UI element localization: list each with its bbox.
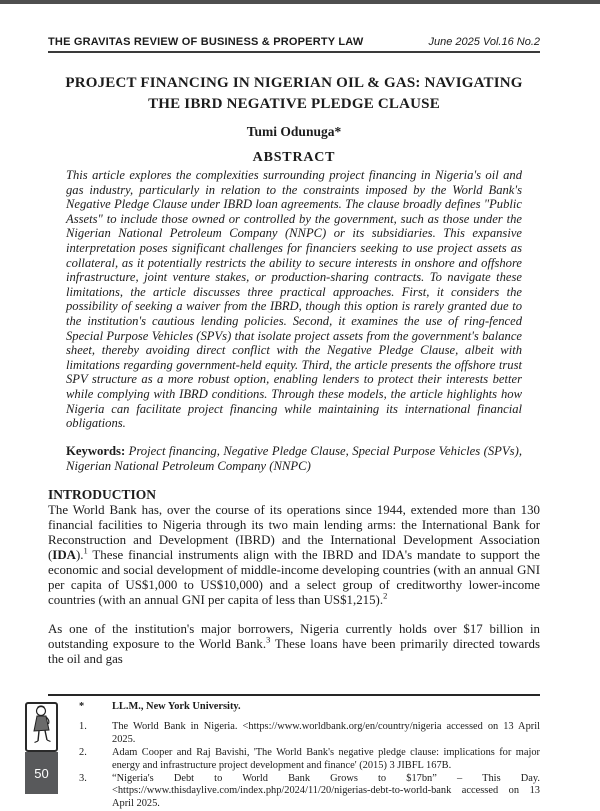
- introduction-heading: INTRODUCTION: [48, 486, 157, 502]
- page-number: 50: [34, 765, 49, 781]
- intro-p1-ida-bold: IDA: [52, 547, 76, 562]
- journal-title: THE GRAVITAS REVIEW OF BUSINESS & PROPERTY LAW: [48, 36, 364, 48]
- publisher-logo: [25, 702, 58, 752]
- footnote-author: [48, 701, 540, 713]
- intro-p1-text-b: ).: [75, 547, 84, 562]
- footnote-1-marker: 1.: [79, 721, 87, 733]
- intro-p1-text-a: The World Bank has, over the course of its operations since 1944, extended more than 130 financial facilities to Nigeria through its two main lending arms: the International Bank for Reconstruction and Development (IBRD) and the International Development Association (: [48, 502, 540, 562]
- introduction-paragraph-2: [48, 622, 540, 667]
- keywords-label: Keywords:: [66, 443, 126, 458]
- footnote-3-text: “Nigeria's Debt to World Bank Grows to $17bn” – This Day. <https://www.thisdaylive.com/index.php/2024/11/20/nigerias-debt-to-world-bank accessed on 13 April 2025.: [112, 773, 540, 809]
- intro-p2-text-a: As one of the institution's major borrowers, Nigeria currently holds over $17 billion in outstanding exposure to the World Bank.: [48, 621, 540, 651]
- footnote-item-3: [48, 773, 540, 810]
- person-figure-icon: [30, 704, 54, 750]
- footnote-author-text: LL.M., New York University.: [112, 701, 241, 712]
- footnote-3-marker: 3.: [79, 773, 87, 785]
- footnote-1-text: The World Bank in Nigeria. <https://www.worldbank.org/en/country/nigeria accessed on 13 April 2025.: [112, 721, 540, 745]
- footnotes-section: [48, 694, 540, 811]
- abstract-heading: ABSTRACT: [252, 150, 336, 165]
- introduction-paragraph-1: [48, 503, 540, 608]
- intro-p1-text-c: These financial instruments align with the IBRD and IDA's mandate to support the economic and social development of middle-income developing countries (with an annual GNI per capita of US$1,000 to US$10,000) and a select group of creditworthy lower-income countries (with an annual GNI per capita of less than US$1,215).: [48, 547, 540, 607]
- footnote-ref-3: 3: [266, 634, 271, 645]
- footnote-item-1: [48, 721, 540, 746]
- journal-header: [48, 36, 540, 53]
- footnote-author-marker: *: [79, 701, 85, 712]
- article-author: Tumi Odunuga*: [246, 124, 342, 139]
- footnote-ref-2: 2: [383, 590, 388, 601]
- abstract-text: This article explores the complexities surrounding project financing in Nigeria's oil and gas industry, particularly in relation to the constraints imposed by the World Bank's Negative Pledge Clause under IBRD loan agreements. The clause broadly defines "Public Assets" to include those owned or controlled by the government, such as those under the Nigerian National Petroleum Company (NNPC) or its subsidiaries. This expansive interpretation poses significant challenges for financiers seeking to use project assets as collateral, as it potentially restricts the ability to secure interests in onshore and offshore infrastructure, joint venture stakes, or production-sharing contracts. To navigate these limitations, the article discusses three practical approaches. First, it considers the possibility of seeking a waiver from the IBRD, though this option is rarely granted due to the institution's cautious lending policies. Second, it examines the use of ring-fenced Special Purpose Vehicles (SPVs) that isolate project assets from the government's balance sheet, thereby avoiding direct conflict with the Negative Pledge Clause, albeit with limitations regarding government-held equity. Third, the article presents the offshore trust SPV structure as a more robust option, enabling lenders to protect their interests better while complying with IBRD conditions. Through these models, the article highlights how Nigeria can facilitate project financing while maintaining its international financial obligations.: [66, 168, 522, 431]
- issue-info: June 2025 Vol.16 No.2: [428, 36, 540, 48]
- footnote-ref-1: 1: [83, 545, 88, 556]
- footnote-2-text: Adam Cooper and Raj Bavishi, 'The World Bank's negative pledge clause: implications for major energy and infrastructure project development and finance' (2015) 3 JIBFL 167B.: [112, 747, 540, 771]
- footnote-item-2: [48, 747, 540, 772]
- keywords-line: [66, 444, 522, 474]
- footnote-2-marker: 2.: [79, 747, 87, 759]
- page-content: [48, 0, 540, 667]
- page-number-badge: [25, 752, 58, 794]
- article-title: PROJECT FINANCING IN NIGERIAN OIL & GAS: NAVIGATING THE IBRD NEGATIVE PLEDGE CLAUSE: [65, 75, 523, 112]
- keywords-text: Project financing, Negative Pledge Clause, Special Purpose Vehicles (SPVs), Nigerian National Petroleum Company (NNPC): [66, 443, 522, 473]
- intro-p2-text-b: These loans have been primarily directed towards the oil and gas: [48, 636, 540, 666]
